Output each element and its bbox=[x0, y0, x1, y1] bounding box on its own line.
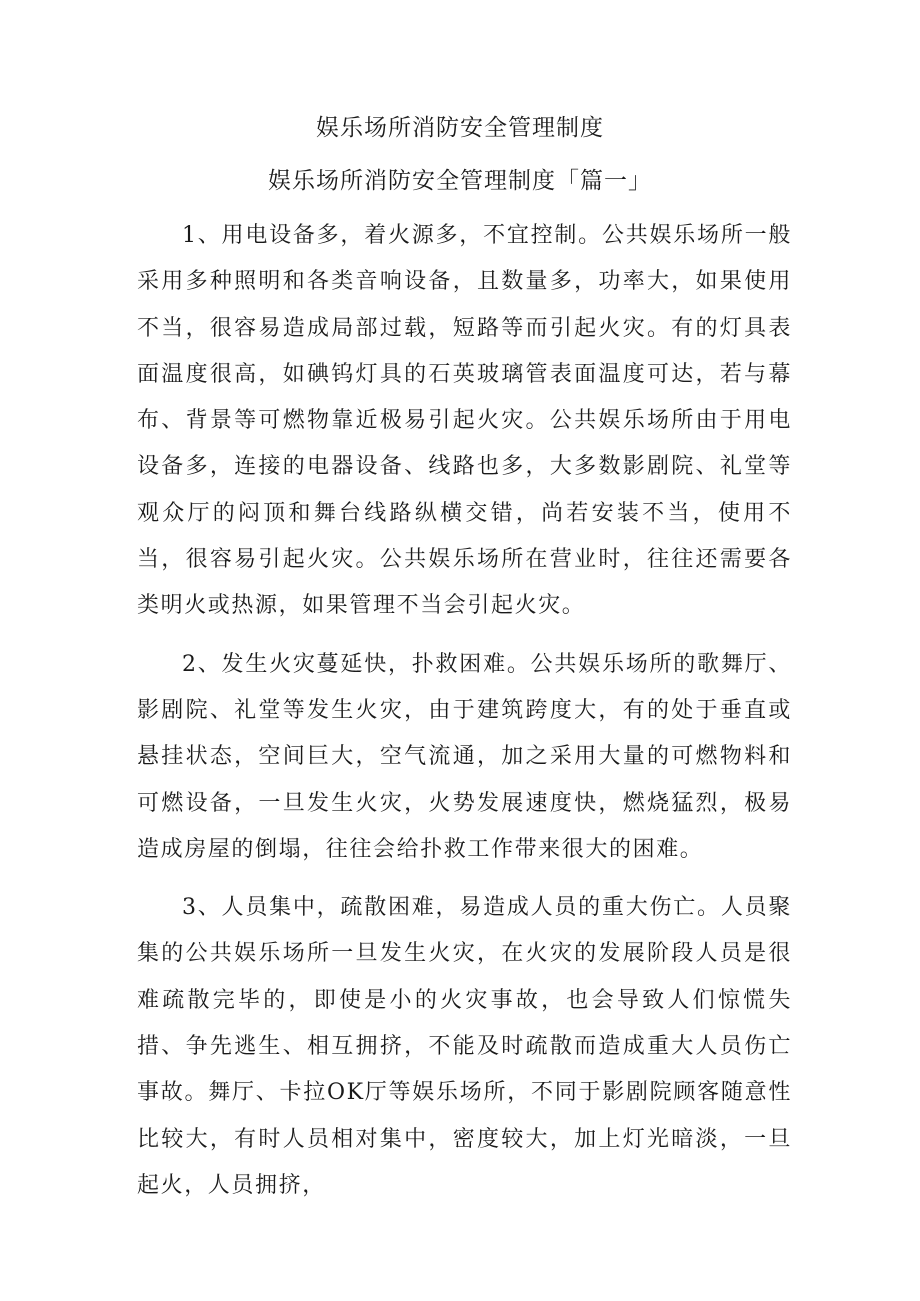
document-body bbox=[137, 213, 792, 1209]
paragraph-2: 2、发生火灾蔓延快，扑救困难。公共娱乐场所的歌舞厅、影剧院、礼堂等发生火灾，由于建筑跨度大，有的处于垂直或悬挂状态，空间巨大，空气流通，加之采用大量的可燃物料和可燃设备，一旦发生火灾，火势发展速度快，燃烧猛烈，极易造成房屋的倒塌，往往会给扑救工作带来很大的困难。 bbox=[137, 651, 792, 862]
paragraph-1: 1、用电设备多，着火源多，不宜控制。公共娱乐场所一般采用多种照明和各类音响设备，且数量多，功率大，如果使用不当，很容易造成局部过载，短路等而引起火灾。有的灯具表面温度很高，如碘钨灯具的石英玻璃管表面温度可达，若与幕布、背景等可燃物靠近极易引起火灾。公共娱乐场所由于用电设备多，连接的电器设备、线路也多，大多数影剧院、礼堂等观众厅的闷顶和舞台线路纵横交错，尚若安装不当，使用不当，很容易引起火灾。公共娱乐场所在营业时，往往还需要各类明火或热源，如果管理不当会引起火灾。 bbox=[137, 223, 792, 619]
document-subtitle: 娱乐场所消防安全管理制度「篇一」 bbox=[268, 168, 652, 194]
paragraph-3: 3、人员集中，疏散困难，易造成人员的重大伤亡。人员聚集的公共娱乐场所一旦发生火灾，在火灾的发展阶段人员是很难疏散完毕的，即使是小的火灾事故，也会导致人们惊慌失措、争先逃生、相互拥挤，不能及时疏散而造成重大人员伤亡事故。舞厅、卡拉OK厅等娱乐场所，不同于影剧院顾客随意性比较大，有时人员相对集中，密度较大，加上灯光暗淡，一旦起火，人员拥挤， bbox=[137, 895, 792, 1198]
document-title: 娱乐场所消防安全管理制度 bbox=[316, 115, 604, 141]
